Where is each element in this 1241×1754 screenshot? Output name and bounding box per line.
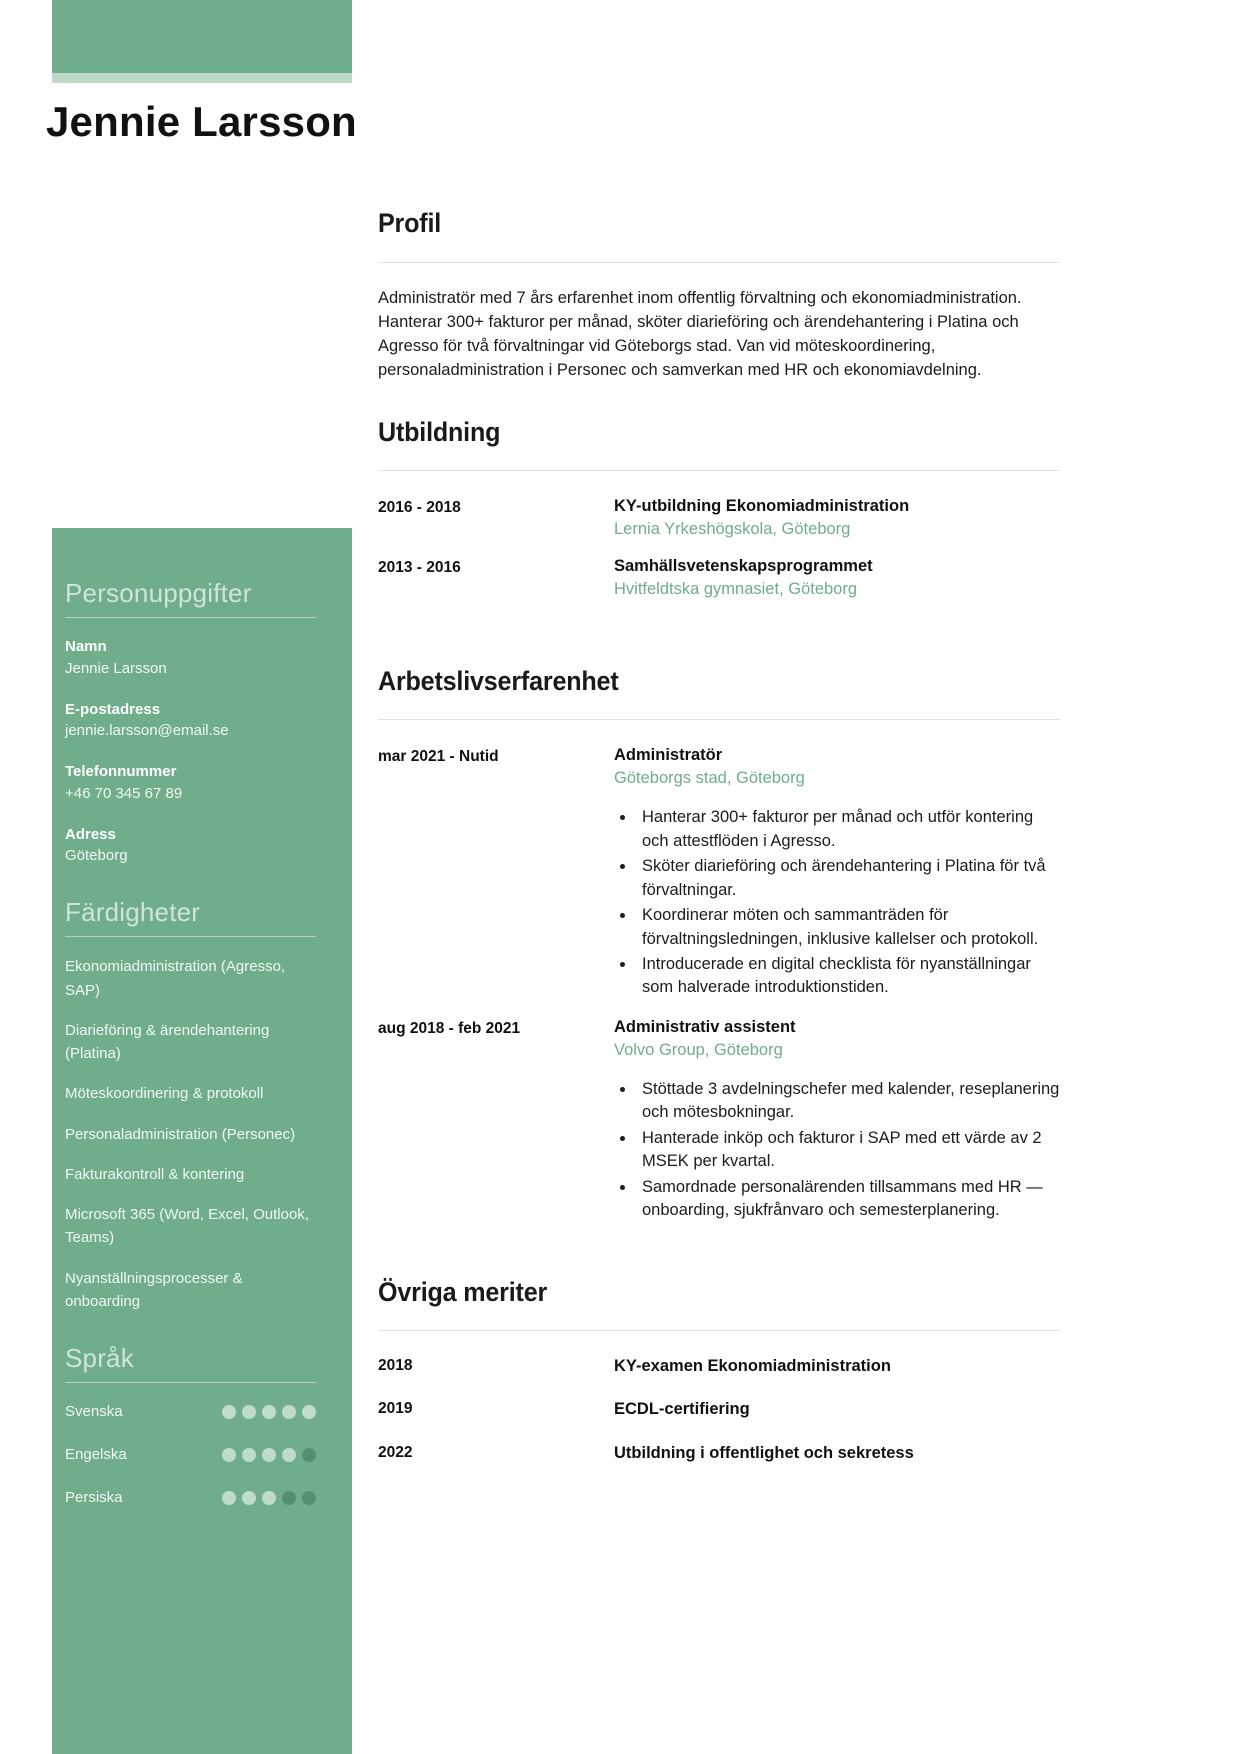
experience-bullet: • Hanterade inköp och fakturor i SAP med ett värde av 2 MSEK per kvartal. xyxy=(636,1127,1060,1174)
section-profile xyxy=(378,208,1060,382)
skill-list xyxy=(65,955,316,1313)
education-entry-body xyxy=(614,555,1060,601)
experience-entry-date: aug 2018 - feb 2021 xyxy=(378,1019,521,1037)
profile-text: Administratör med 7 års erfarenhet inom offentlig förvaltning och ekonomiadministration. Hanterar 300+ fakturor per månad, sköter diarieföring och ärendehantering i Platina och Agresso för två förvaltningar vid Göteborgs stad. Van vid möteskoordinering, personaladministration i Personec och samverkan med HR och ekonomiavdelning. xyxy=(378,288,1022,379)
experience-bullet: • Hanterar 300+ fakturor per månad och utför kontering och attestflöden i Agresso. xyxy=(636,806,1060,853)
sidebar-section-personal xyxy=(65,578,316,867)
language-dot-empty xyxy=(302,1448,316,1462)
language-dot-filled xyxy=(222,1491,236,1505)
personal-field xyxy=(65,824,316,868)
skill-item: Diarieföring & ärendehantering (Platina) xyxy=(65,1021,270,1063)
merit-entry-text: ECDL-certifiering xyxy=(614,1400,750,1419)
experience-bullet: • Introducerade en digital checklista för nyanställningar som halverade introduktionstiden. xyxy=(636,953,1060,1000)
sidebar-personal-title: Personuppgifter xyxy=(65,578,252,608)
personal-field xyxy=(65,699,316,743)
experience-entry-org: Volvo Group, Göteborg xyxy=(614,1040,783,1059)
personal-field-value: Göteborg xyxy=(65,847,128,865)
language-dot-empty xyxy=(282,1491,296,1505)
experience-divider xyxy=(378,719,1060,720)
education-entry-date: 2016 - 2018 xyxy=(378,499,461,516)
language-row xyxy=(65,1444,316,1465)
personal-field xyxy=(65,761,316,805)
education-heading: Utbildning xyxy=(378,416,501,447)
sidebar-languages-divider xyxy=(65,1382,316,1383)
language-dot-filled xyxy=(302,1405,316,1419)
language-dot-filled xyxy=(242,1448,256,1462)
language-dot-filled xyxy=(242,1405,256,1419)
skill-item: Microsoft 365 (Word, Excel, Outlook, Teams) xyxy=(65,1206,309,1247)
header-accent-strip xyxy=(52,73,352,83)
language-dot-filled xyxy=(282,1448,296,1462)
experience-entry xyxy=(378,744,1060,1002)
education-entry-date: 2013 - 2016 xyxy=(378,559,461,577)
experience-entry-body xyxy=(614,744,1060,1002)
skill-item: Ekonomiadministration (Agresso, SAP) xyxy=(65,958,286,999)
sidebar xyxy=(52,528,352,1754)
language-dot-filled xyxy=(282,1405,296,1419)
experience-entry-list xyxy=(378,744,1060,1224)
merit-entry xyxy=(378,1398,1060,1421)
education-entry-list xyxy=(378,495,1060,601)
experience-entry-date: mar 2021 - Nutid xyxy=(378,748,499,766)
experience-entry-org: Göteborgs stad, Göteborg xyxy=(614,769,805,788)
language-dot-filled xyxy=(222,1448,236,1462)
language-level-dots xyxy=(222,1491,316,1505)
language-dot-filled xyxy=(262,1448,276,1462)
profile-divider xyxy=(378,262,1060,263)
profile-heading: Profil xyxy=(378,208,442,239)
sidebar-skills-divider xyxy=(65,936,316,937)
language-dot-filled xyxy=(222,1405,236,1419)
personal-field-value: jennie.larsson@email.se xyxy=(65,722,229,740)
experience-entry-title: Administrativ assistent xyxy=(614,1017,796,1036)
experience-bullet: • Koordinerar möten och sammanträden för förvaltningsledningen, inklusive kallelser och protokoll. xyxy=(636,904,1060,951)
experience-bullet-list xyxy=(614,806,1060,999)
experience-entry-body xyxy=(614,1016,1060,1225)
language-dot-empty xyxy=(302,1491,316,1505)
education-entry-body xyxy=(614,495,1060,541)
merit-entry-year: 2018 xyxy=(378,1357,413,1375)
education-entry-org: Lernia Yrkeshögskola, Göteborg xyxy=(614,520,851,539)
personal-field xyxy=(65,636,316,680)
sidebar-personal-divider xyxy=(65,617,316,618)
experience-bullet: • Sköter diarieföring och ärendehantering i Platina för två förvaltningar. xyxy=(636,855,1060,902)
experience-bullet-list xyxy=(614,1078,1060,1223)
experience-entry-title: Administratör xyxy=(614,746,723,765)
sidebar-section-languages xyxy=(65,1343,316,1508)
other-merits-divider xyxy=(378,1330,1060,1331)
language-row xyxy=(65,1487,316,1508)
main-content xyxy=(378,186,1060,1485)
merit-entry-year: 2019 xyxy=(378,1400,413,1418)
sidebar-skills-title: Färdigheter xyxy=(65,897,201,928)
header-accent-block xyxy=(52,0,352,73)
merit-entry-text: Utbildning i offentlighet och sekretess xyxy=(614,1443,914,1462)
merit-entry-list xyxy=(378,1355,1060,1464)
personal-field-value: Jennie Larsson xyxy=(65,659,167,677)
language-name: Persiska xyxy=(65,1489,123,1507)
skill-item: Nyanställningsprocesser & onboarding xyxy=(65,1269,243,1310)
education-entry-title: Samhällsvetenskapsprogrammet xyxy=(614,557,873,576)
education-entry-title: KY-utbildning Ekonomiadministration xyxy=(614,497,910,515)
personal-field-list xyxy=(65,636,316,867)
personal-field-label: Adress xyxy=(65,825,116,843)
merit-entry xyxy=(378,1442,1060,1465)
skill-item: Fakturakontroll & kontering xyxy=(65,1165,245,1183)
personal-field-value: +46 70 345 67 89 xyxy=(65,784,183,802)
sidebar-languages-title: Språk xyxy=(65,1343,134,1374)
personal-field-label: Namn xyxy=(65,638,107,656)
merit-entry-text: KY-examen Ekonomiadministration xyxy=(614,1357,891,1376)
other-merits-heading: Övriga meriter xyxy=(378,1276,548,1307)
language-level-dots xyxy=(222,1405,316,1419)
merit-entry xyxy=(378,1355,1060,1378)
language-list xyxy=(65,1401,316,1508)
experience-bullet: • Samordnade personalärenden tillsammans med HR — onboarding, sjukfrånvaro och semesterplanering. xyxy=(636,1176,1060,1223)
section-other-merits xyxy=(378,1277,1060,1465)
language-level-dots xyxy=(222,1448,316,1462)
candidate-name: Jennie Larsson xyxy=(46,98,357,145)
section-experience xyxy=(378,666,1060,1225)
language-dot-filled xyxy=(262,1405,276,1419)
education-entry xyxy=(378,555,1060,601)
personal-field-label: E-postadress xyxy=(65,700,161,718)
language-dot-filled xyxy=(242,1491,256,1505)
skill-item: Möteskoordinering & protokoll xyxy=(65,1085,264,1103)
language-name: Svenska xyxy=(65,1403,123,1421)
merit-entry-year: 2022 xyxy=(378,1443,413,1461)
education-entry xyxy=(378,495,1060,541)
section-education xyxy=(378,417,1060,602)
education-divider xyxy=(378,470,1060,471)
language-row xyxy=(65,1401,316,1422)
sidebar-section-skills xyxy=(65,897,316,1313)
language-name: Engelska xyxy=(65,1446,127,1464)
experience-bullet: • Stöttade 3 avdelningschefer med kalender, reseplanering och mötesbokningar. xyxy=(636,1078,1060,1125)
language-dot-filled xyxy=(262,1491,276,1505)
experience-entry xyxy=(378,1016,1060,1225)
skill-item: Personaladministration (Personec) xyxy=(65,1125,296,1143)
personal-field-label: Telefonnummer xyxy=(65,763,177,781)
education-entry-org: Hvitfeldtska gymnasiet, Göteborg xyxy=(614,580,858,599)
experience-heading: Arbetslivserfarenhet xyxy=(378,665,619,696)
